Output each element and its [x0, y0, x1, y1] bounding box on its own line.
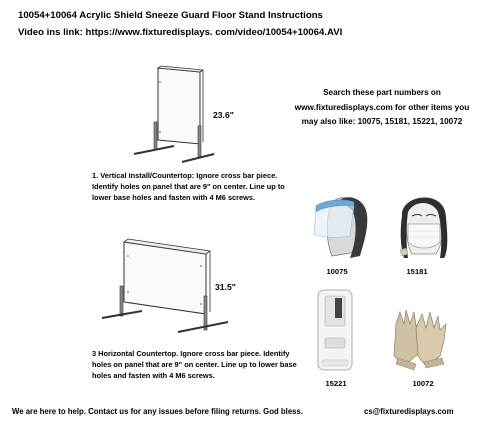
- search-note: Search these part numbers on www.fixturedisplays.com for other items you may also like: 10075, 15181, 15221, 10072: [294, 88, 470, 126]
- vertical-stand-illustration: [130, 62, 220, 170]
- horizontal-caption: 3 Horizontal Countertop. Ignore cross bar piece. Identify holes on panel that are 9" on center. Line up to lower base holes and fasten with 4 M6 screws.: [92, 349, 297, 380]
- part-number-15221: 15221: [325, 379, 347, 388]
- part-number-10075: 10075: [326, 267, 348, 276]
- soap-dispenser-icon: [312, 286, 360, 376]
- horizontal-dimension: 31.5": [215, 282, 236, 292]
- video-link[interactable]: Video ins link: https://www.fixturedisplays. com/video/10054+10064.AVI: [18, 27, 343, 38]
- face-shield-icon: [310, 186, 372, 260]
- face-mask-icon: [392, 186, 454, 260]
- part-number-15181: 15181: [406, 267, 428, 276]
- vertical-caption: 1. Vertical Install/Countertop: Ignore cross bar piece. Identify holes on panel that are 9" on center. Line up to lower base holes and fasten with 4 M6 screws.: [92, 171, 285, 202]
- vertical-dimension: 23.6": [213, 110, 234, 120]
- work-gloves-icon: [386, 306, 456, 372]
- footer-help-text: We are here to help. Contact us for any issues before filing returns. God bless.: [12, 407, 304, 416]
- part-number-10072: 10072: [412, 379, 434, 388]
- document-title: 10054+10064 Acrylic Shield Sneeze Guard Floor Stand Instructions: [18, 10, 323, 21]
- footer-email[interactable]: cs@fixturedisplays.com: [364, 407, 454, 416]
